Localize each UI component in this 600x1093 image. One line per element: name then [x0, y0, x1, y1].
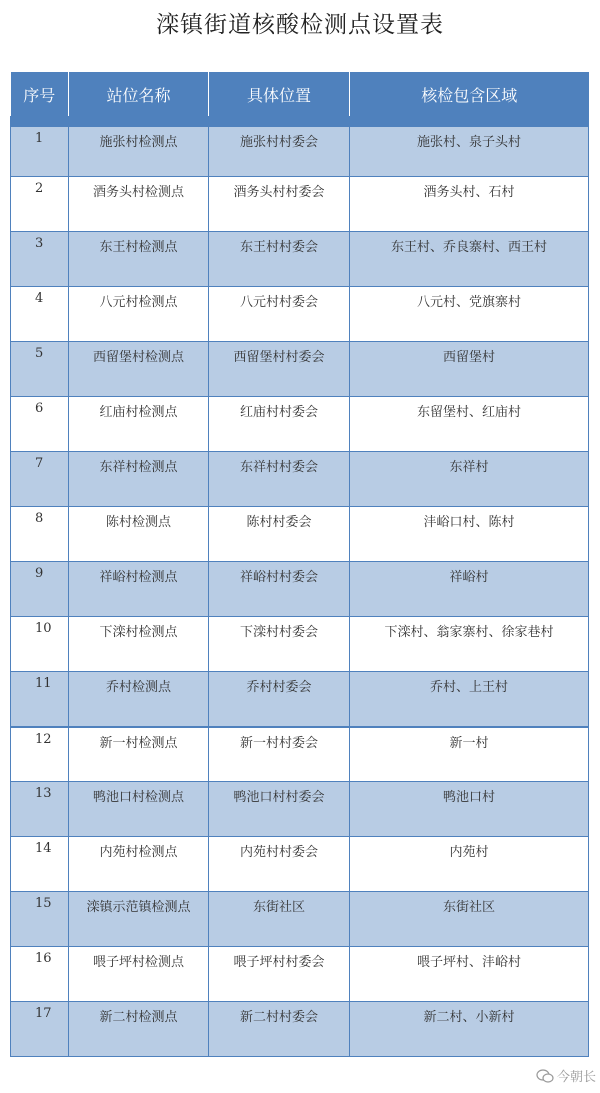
cell-location: 红庙村村委会	[209, 397, 350, 452]
wechat-icon	[536, 1069, 554, 1083]
table-row	[11, 782, 589, 837]
cell-covered-area: 酒务头村、石村	[350, 177, 589, 232]
cell-site-name: 西留堡村检测点	[69, 342, 209, 397]
cell-covered-area: 鸭池口村	[350, 782, 589, 837]
page-title: 滦镇街道核酸检测点设置表	[156, 12, 444, 38]
cell-index: 4	[11, 287, 69, 342]
table-row	[11, 892, 589, 947]
cell-site-name: 施张村检测点	[69, 122, 209, 177]
cell-site-name: 祥峪村检测点	[69, 562, 209, 617]
table-row	[11, 177, 589, 232]
cell-covered-area: 八元村、党旗寨村	[350, 287, 589, 342]
cell-location: 喂子坪村村委会	[209, 947, 350, 1002]
cell-site-name: 新一村检测点	[69, 727, 209, 782]
table-row	[11, 837, 589, 892]
table-row	[11, 1002, 589, 1057]
cell-covered-area: 祥峪村	[350, 562, 589, 617]
cell-index: 5	[11, 342, 69, 397]
cell-index: 7	[11, 452, 69, 507]
cell-site-name: 喂子坪村检测点	[69, 947, 209, 1002]
cell-site-name: 东祥村检测点	[69, 452, 209, 507]
cell-location: 施张村村委会	[209, 122, 350, 177]
cell-site-name: 下滦村检测点	[69, 617, 209, 672]
cell-index: 6	[11, 397, 69, 452]
table-row	[11, 507, 589, 562]
cell-covered-area: 新一村	[350, 727, 589, 782]
cell-covered-area: 西留堡村	[350, 342, 589, 397]
cell-site-name: 乔村检测点	[69, 672, 209, 727]
cell-location: 乔村村委会	[209, 672, 350, 727]
table-row	[11, 232, 589, 287]
cell-index: 14	[11, 837, 69, 892]
cell-covered-area: 喂子坪村、沣峪村	[350, 947, 589, 1002]
header-index: 序号	[11, 72, 69, 122]
header-site-name: 站位名称	[69, 72, 209, 122]
table-row	[11, 727, 589, 782]
cell-index: 10	[11, 617, 69, 672]
cell-index: 2	[11, 177, 69, 232]
cell-index: 15	[11, 892, 69, 947]
cell-site-name: 酒务头村检测点	[69, 177, 209, 232]
cell-site-name: 滦镇示范镇检测点	[69, 892, 209, 947]
header-location: 具体位置	[209, 72, 350, 122]
cell-covered-area: 乔村、上王村	[350, 672, 589, 727]
cell-location: 西留堡村村委会	[209, 342, 350, 397]
cell-site-name: 新二村检测点	[69, 1002, 209, 1057]
watermark	[536, 1066, 596, 1085]
testing-site-table	[10, 72, 589, 1057]
cell-index: 13	[11, 782, 69, 837]
table-header-row	[11, 72, 589, 122]
table-row	[11, 562, 589, 617]
cell-site-name: 东王村检测点	[69, 232, 209, 287]
cell-covered-area: 施张村、泉子头村	[350, 122, 589, 177]
cell-covered-area: 东留堡村、红庙村	[350, 397, 589, 452]
cell-covered-area: 东祥村	[350, 452, 589, 507]
cell-location: 陈村村委会	[209, 507, 350, 562]
cell-location: 八元村村委会	[209, 287, 350, 342]
table-row	[11, 397, 589, 452]
table-body	[11, 122, 589, 1057]
table-row	[11, 287, 589, 342]
cell-location: 祥峪村村委会	[209, 562, 350, 617]
cell-site-name: 陈村检测点	[69, 507, 209, 562]
table-row	[11, 452, 589, 507]
table-row	[11, 342, 589, 397]
cell-location: 东街社区	[209, 892, 350, 947]
cell-covered-area: 内苑村	[350, 837, 589, 892]
cell-index: 16	[11, 947, 69, 1002]
cell-site-name: 鸭池口村检测点	[69, 782, 209, 837]
cell-covered-area: 新二村、小新村	[350, 1002, 589, 1057]
cell-site-name: 八元村检测点	[69, 287, 209, 342]
cell-index: 3	[11, 232, 69, 287]
table-row	[11, 947, 589, 1002]
cell-site-name: 内苑村检测点	[69, 837, 209, 892]
cell-covered-area: 东街社区	[350, 892, 589, 947]
header-covered-area: 核检包含区域	[350, 72, 589, 122]
cell-index: 12	[11, 727, 69, 782]
table-row	[11, 617, 589, 672]
table-row	[11, 672, 589, 727]
cell-location: 新一村村委会	[209, 727, 350, 782]
cell-location: 东王村村委会	[209, 232, 350, 287]
cell-index: 9	[11, 562, 69, 617]
cell-site-name: 红庙村检测点	[69, 397, 209, 452]
cell-location: 下滦村村委会	[209, 617, 350, 672]
cell-location: 东祥村村委会	[209, 452, 350, 507]
cell-location: 鸭池口村村委会	[209, 782, 350, 837]
cell-location: 酒务头村村委会	[209, 177, 350, 232]
cell-location: 新二村村委会	[209, 1002, 350, 1057]
cell-covered-area: 下滦村、翁家寨村、徐家巷村	[350, 617, 589, 672]
cell-index: 17	[11, 1002, 69, 1057]
cell-covered-area: 东王村、乔良寨村、西王村	[350, 232, 589, 287]
cell-index: 11	[11, 672, 69, 727]
cell-location: 内苑村村委会	[209, 837, 350, 892]
cell-covered-area: 沣峪口村、陈村	[350, 507, 589, 562]
cell-index: 1	[11, 122, 69, 177]
watermark-text: 今朝长	[556, 1070, 596, 1085]
table-row	[11, 122, 589, 177]
cell-index: 8	[11, 507, 69, 562]
